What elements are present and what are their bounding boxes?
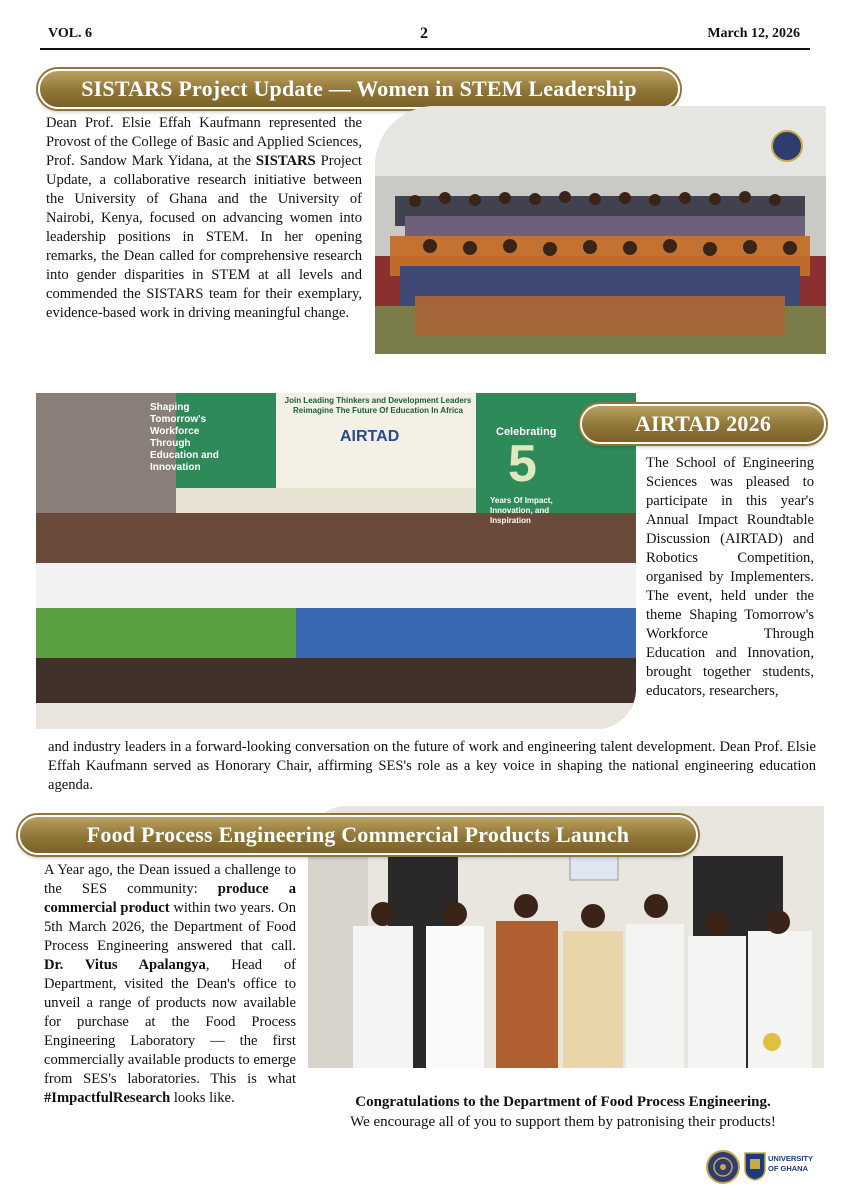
section-title-sistars: SISTARS Project Update — Women in STEM Leadership — [38, 69, 680, 109]
airtad-side-paragraph: The School of Engineering Sciences was pleased to participate in this year's Annual Impact Roundtable Discussion (AIRTAD) and Robotics Competition, organised by Implementers. The event, held under the theme Shaping Tomorrow's Workforce Through Education and Innovation, brought together students, educators, researchers, — [646, 455, 814, 699]
sistars-paragraph — [46, 114, 362, 323]
photo-banner-left-text: Shaping Tomorrow's Workforce Through Education and Innovation — [150, 402, 219, 473]
section-title-airtad: AIRTAD 2026 — [580, 404, 826, 444]
ug-logo-line1: UNIVERSITY — [768, 1154, 814, 1163]
food-text-c: , Head of Department, visited the Dean's office to unveil a range of products now available for purchase at the Food Process Engineering Laboratory — the first commercially available products to emerge from SES's laboratories. This is what — [44, 957, 296, 1087]
section-title-food-process: Food Process Engineering Commercial Products Launch — [18, 815, 698, 855]
photo-years-impact: Years Of Impact, Innovation, and Inspiration — [490, 496, 553, 525]
caption-encouragement: We encourage all of you to support them by patronising their products! — [350, 1114, 776, 1130]
photo-banner-top-text: Join Leading Thinkers and Development Leaders Reimagine The Future Of Education In Africa — [284, 396, 472, 415]
caption-congratulations: Congratulations to the Department of Food Process Engineering. — [355, 1094, 771, 1110]
ug-logo-line2: OF GHANA — [768, 1164, 808, 1173]
food-process-paragraph — [44, 861, 296, 1108]
airtad-full-paragraph: and industry leaders in a forward-looking conversation on the future of work and engineering talent development. Dean Prof. Elsie Effah Kaufmann served as Honorary Chair, affirming SES's role as a key voice in shaping the national engineering education agenda. — [48, 739, 816, 793]
header-rule — [40, 48, 810, 50]
page-number: 2 — [420, 25, 428, 42]
food-text-bold1: produce a commercial product — [44, 881, 297, 916]
food-text-b: within two years. On 5th March 2026, the Department of Food Process Engineering answered that call. — [44, 900, 296, 954]
ses-seal-icon — [706, 1150, 740, 1184]
photo-five: 5 — [508, 435, 537, 493]
issue-date: March 12, 2026 — [707, 26, 800, 41]
ug-logo-text — [768, 1154, 813, 1174]
photo-airtad-logo: AIRTAD — [340, 428, 400, 445]
food-text-a: A Year ago, the Dean issued a challenge to the SES community: — [44, 862, 296, 897]
sistars-group-photo — [375, 106, 826, 354]
photo-celebrating: Celebrating — [496, 426, 557, 438]
food-text-bold2: Dr. Vitus Apalangya — [44, 957, 206, 973]
ug-crest-icon — [744, 1151, 766, 1181]
sistars-text-a: Dean Prof. Elsie Effah Kaufmann represented the Provost of the College of Basic and Applied Sciences, Prof. Sandow Mark Yidana, at the — [46, 115, 362, 169]
food-text-bold3: #ImpactfulResearch — [44, 1090, 171, 1106]
sistars-text-b: Project Update, a collaborative research initiative between the University of Ghana and the University of Nairobi, Kenya, focused on advancing women into leadership positions in STEM. In her opening remarks, the Dean called for comprehensive research into gender disparities in STEM at all levels and commended the SISTARS team for their exemplary, evidence-based work in driving meaningful change. — [46, 153, 362, 321]
volume-label: VOL. 6 — [48, 26, 93, 41]
sistars-text-bold: SISTARS — [255, 153, 316, 169]
food-text-d: looks like. — [170, 1090, 235, 1106]
